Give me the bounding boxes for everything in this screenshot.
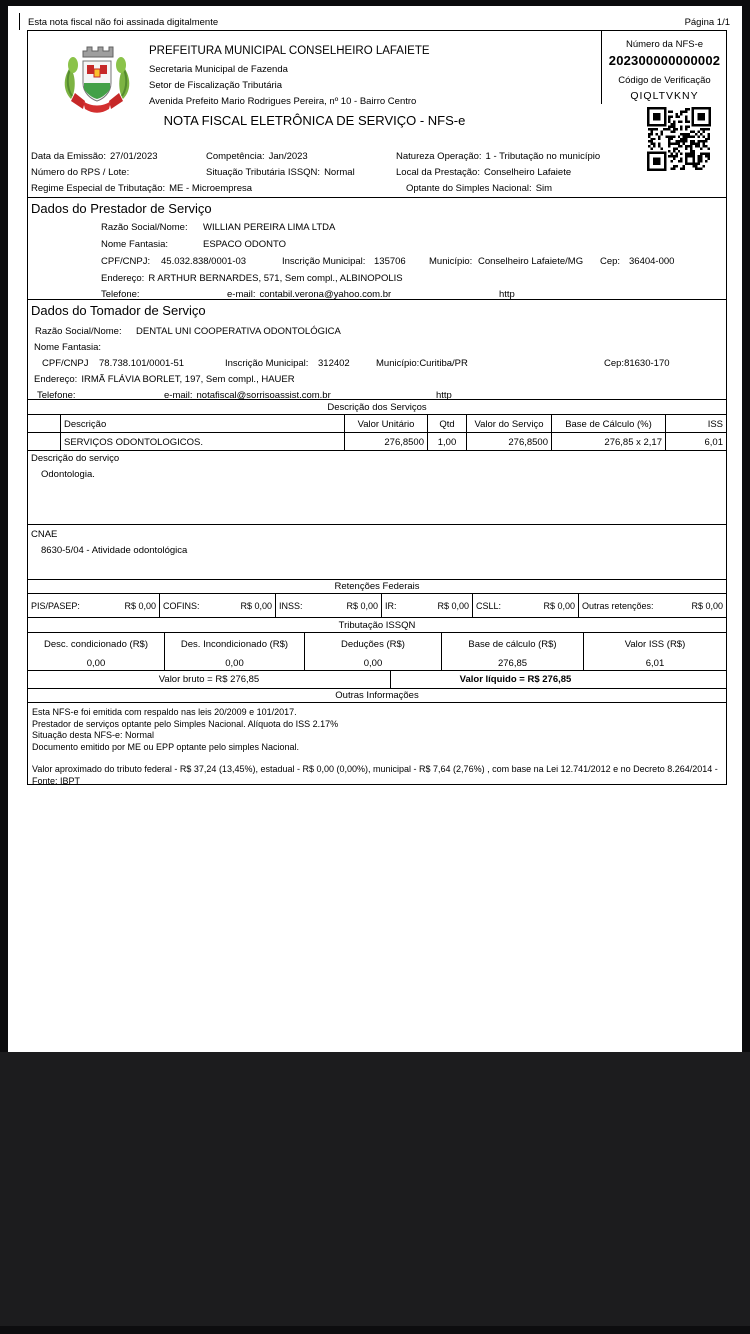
simples-value: Sim [535,183,553,194]
service-cell-qtd: 1,00 [427,433,466,450]
provider-municipio-value: Conselheiro Lafaiete/MG [478,256,584,267]
issuer-address: Avenida Prefeito Mario Rodrigues Pereira, nº 10 - Bairro Centro [149,96,417,107]
customer-fantasia-label: Nome Fantasia: [34,342,102,353]
issuer-name: PREFEITURA MUNICIPAL CONSELHEIRO LAFAIETE [149,45,430,57]
customer-http: http [436,390,452,401]
competence-value: Jan/2023 [268,151,308,162]
location-value: Conselheiro Lafaiete [483,167,572,178]
location-label: Local da Prestação: [396,167,480,178]
invoice-page [8,6,742,1052]
signature-note-bar [19,13,730,30]
provider-razao-label: Razão Social/Nome: [101,222,188,233]
provider-section [28,197,726,299]
totals-row [28,670,726,688]
services-header-row [28,414,726,432]
federal-band: Retenções Federais [28,579,726,593]
customer-email-label: e-mail: [164,390,193,401]
issqn-col-deducoes-label: Deduções (R$) [341,639,405,650]
provider-cep-value: 36404-000 [629,256,675,267]
regime-label: Regime Especial de Tributação: [31,183,166,194]
nfse-number: 202300000000002 [608,53,721,68]
ir-label: IR: [385,600,397,611]
customer-municipio-label: Município: [376,358,420,369]
provider-municipio-label: Município: [429,256,473,267]
federal-row [28,593,726,617]
services-header-qtd: Qtd [427,415,466,432]
csll-label: CSLL: [476,600,502,611]
issqn-col-desc-cond-value: 0,00 [86,658,106,669]
issqn-col-deducoes-value: 0,00 [363,658,383,669]
customer-section-title: Dados do Tomador de Serviço [31,303,206,318]
provider-cep-label: Cep: [600,256,621,267]
signature-note: Esta nota fiscal não foi assinada digitalmente [28,17,219,28]
customer-im-value: 312402 [318,358,350,369]
service-cell-base: 276,85 x 2,17 [551,433,665,450]
customer-cpf-value: 78.738.101/0001-51 [99,358,185,369]
provider-telefone-label: Telefone: [101,289,140,300]
provider-cpf-value: 45.032.838/0001-03 [161,256,247,267]
issuer-block [149,45,430,112]
competence-label: Competência: [206,151,265,162]
service-cell-desc: SERVIÇOS ODONTOLOGICOS. [60,433,344,450]
other-info-line-1: Esta NFS-e foi emitida com respaldo nas leis 20/2009 e 101/2017. [32,707,297,717]
provider-im-label: Inscrição Municipal: [282,256,366,267]
service-description-box [28,450,726,524]
simples-label: Optante do Simples Nacional: [406,183,532,194]
customer-razao-value: DENTAL UNI COOPERATIVA ODONTOLÓGICA [136,326,341,337]
rps-label: Número do RPS / Lote: [31,167,130,178]
nfse-number-label: Número da NFS-e [625,39,704,50]
other-info-line-3: Situação desta NFS-e: Normal [32,730,155,740]
municipal-crest-logo [61,41,133,121]
customer-section [28,299,726,399]
customer-email-value: notafiscal@sorrisoassist.com.br [196,390,331,401]
service-description-value: Odontologia. [41,469,95,480]
provider-im-value: 135706 [374,256,406,267]
other-info-line-5: Valor aproximado do tributo federal - R$ 37,24 (13,45%), estadual - R$ 0,00 (0,00%), municipal - R$ 7,64 (2,76%) , com base na Lei 12.741/2012 e no Decreto 8.264/2014 - Fonte: IBPT [32,764,718,786]
inss-label: INSS: [279,600,303,611]
gross-value: Valor bruto = R$ 276,85 [28,671,391,688]
customer-razao-label: Razão Social/Nome: [35,326,122,337]
provider-endereco-value: R ARTHUR BERNARDES, 571, Sem compl., ALBINOPOLIS [148,273,403,284]
services-header-value: Valor do Serviço [466,415,551,432]
services-header-unit: Valor Unitário [344,415,427,432]
emission-date-value: 27/01/2023 [109,151,158,162]
customer-endereco-label: Endereço: [34,374,78,385]
provider-cpf-label: CPF/CNPJ: [101,256,151,267]
other-info-band: Outras Informações [28,688,726,702]
pis-label: PIS/PASEP: [31,600,80,611]
invoice-frame [27,30,727,785]
issqn-col-base-label: Base de cálculo (R$) [468,639,557,650]
other-info-line-2: Prestador de serviços optante pelo Simples Nacional. Alíquota do ISS 2.17% [32,718,339,729]
service-cell-unit: 276,8500 [344,433,427,450]
cnae-label: CNAE [31,529,58,540]
issqn-columns-row [28,632,726,670]
service-cell-iss: 6,01 [665,433,726,450]
service-description-label: Descrição do serviço [31,453,120,464]
pis-value: R$ 0,00 [124,600,156,611]
issqn-band: Tributação ISSQN [28,617,726,632]
service-cell-blank [28,433,60,450]
issuer-sector: Setor de Fiscalização Tributária [149,80,283,91]
provider-razao-value: WILLIAN PEREIRA LIMA LTDA [203,222,336,233]
cofins-label: COFINS: [163,600,200,611]
customer-cep-value: 81630-170 [624,358,670,369]
verification-code: QIQLTVKNY [630,90,699,102]
issqn-situation-value: Normal [324,167,355,178]
services-data-row [28,432,726,450]
provider-fantasia-value: ESPACO ODONTO [203,239,287,250]
cnae-box [28,524,726,579]
nature-label: Natureza Operação: [396,151,482,162]
customer-municipio-value: Curitiba/PR [419,358,468,369]
regime-value: ME - Microempresa [169,183,253,194]
csll-value: R$ 0,00 [543,600,575,611]
customer-endereco-value: IRMÃ FLÁVIA BORLET, 197, Sem compl., HAUER [81,374,295,385]
other-info-line-4: Documento emitido por ME ou EPP optante pelo simples Nacional. [32,741,299,752]
issqn-col-valor-iss-label: Valor ISS (R$) [624,639,686,650]
services-header-blank [28,415,60,432]
nfse-number-block [603,39,726,102]
net-value: Valor líquido = R$ 276,85 [459,674,572,685]
outras-value: R$ 0,00 [691,600,723,611]
provider-email-label: e-mail: [227,289,256,300]
provider-section-title: Dados do Prestador de Serviço [31,201,212,216]
page-indicator: Página 1/1 [684,17,730,28]
issqn-col-desc-cond-label: Desc. condicionado (R$) [43,639,149,650]
outras-label: Outras retenções: [582,600,654,611]
service-cell-value: 276,8500 [466,433,551,450]
issqn-situation-label: Situação Tributária ISSQN: [206,167,321,178]
customer-telefone-label: Telefone: [37,390,76,401]
ir-value: R$ 0,00 [437,600,469,611]
viewer-bottom-strip [0,1326,750,1334]
customer-cpf-label: CPF/CNPJ [42,358,89,369]
cofins-value: R$ 0,00 [240,600,272,611]
issqn-col-desc-incond-label: Des. Incondicionado (R$) [180,639,289,650]
other-info-spacer [32,753,721,764]
services-header-desc: Descrição [60,415,344,432]
issuer-secretariat: Secretaria Municipal de Fazenda [149,64,288,75]
provider-email-value: contabil.verona@yahoo.com.br [259,289,392,300]
nature-value: 1 - Tributação no município [485,151,601,162]
customer-im-label: Inscrição Municipal: [225,358,309,369]
provider-endereco-label: Endereço: [101,273,145,284]
issqn-col-desc-incond-value: 0,00 [225,658,244,669]
provider-http: http [499,289,515,300]
issqn-col-base-value: 276,85 [497,658,528,669]
services-band: Descrição dos Serviços [28,399,726,414]
header-divider [601,31,602,104]
cnae-value: 8630-5/04 - Atividade odontológica [41,545,188,556]
inss-value: R$ 0,00 [346,600,378,611]
services-header-base: Base de Cálculo (%) [551,415,665,432]
document-title: NOTA FISCAL ELETRÔNICA DE SERVIÇO - NFS-e [163,113,466,128]
meta-section [28,143,726,197]
emission-date-label: Data da Emissão: [31,151,106,162]
issqn-col-valor-iss-value: 6,01 [645,658,665,669]
provider-fantasia-label: Nome Fantasia: [101,239,169,250]
verification-code-label: Código de Verificação [618,75,711,86]
other-info-box [28,702,726,786]
customer-cep-label: Cep: [604,358,625,369]
header-section [28,31,726,143]
services-header-iss: ISS [665,415,726,432]
